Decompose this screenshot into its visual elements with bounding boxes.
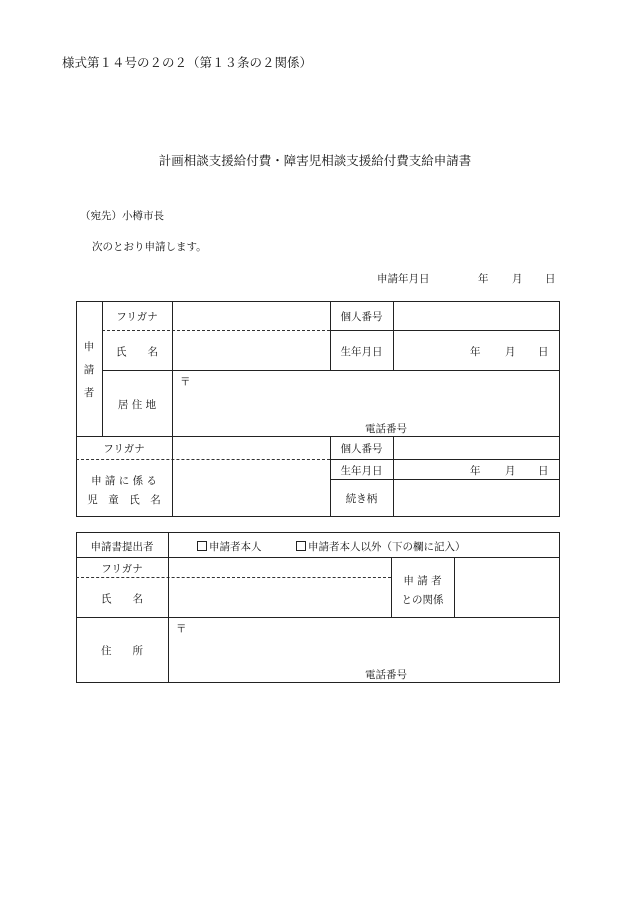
child-furigana-field[interactable] (173, 437, 329, 459)
child-name-label: 申 請 に 係 る 児 童 氏 名 (87, 475, 161, 506)
child-name-field[interactable] (173, 460, 329, 516)
intro-text: 次のとおり申請します。 (92, 241, 207, 253)
checkbox-self[interactable] (197, 541, 207, 551)
child-my-number-label: 個人番号 (340, 443, 383, 455)
child-relationship-field[interactable] (394, 480, 559, 516)
applicant-birth-year: 年 (470, 346, 481, 358)
child-birth-month: 月 (505, 465, 516, 477)
form-number: 様式第１４号の２の２（第１３条の２関係） (62, 55, 313, 70)
page-title: 計画相談支援給付費・障害児相談支援給付費支給申請書 (158, 153, 472, 168)
addressee: （宛先）小樽市長 (80, 210, 164, 222)
applicant-birth-day: 日 (538, 346, 549, 358)
submitter-address-field[interactable] (169, 618, 559, 682)
child-furigana-label: フリガナ (103, 443, 145, 455)
application-date-year: 年 (478, 273, 489, 285)
submitter-address-label: 住 所 (101, 645, 143, 657)
applicant-birth-month: 月 (505, 346, 516, 358)
submitter-name-field[interactable] (169, 578, 390, 616)
submitter-relation-field[interactable] (455, 558, 559, 616)
child-relationship-label: 続き柄 (345, 493, 378, 505)
application-date-label: 申請年月日 (377, 273, 430, 285)
applicant-section-label: 申 請 者 (83, 341, 95, 399)
option-other[interactable]: 申請者本人以外（下の欄に記入） (296, 539, 466, 554)
divider (330, 459, 560, 460)
child-my-number-field[interactable] (394, 437, 559, 459)
applicant-address-label: 居 住 地 (117, 399, 157, 411)
submitter-name-label: 氏 名 (101, 593, 143, 605)
applicant-name-field[interactable] (173, 331, 329, 369)
submitter-phone-label: 電話番号 (365, 669, 407, 681)
child-birth-year: 年 (470, 465, 481, 477)
child-birth-date-label: 生年月日 (340, 465, 383, 477)
applicant-phone-label: 電話番号 (365, 423, 407, 435)
child-birth-day: 日 (538, 465, 549, 477)
submitter-postal-mark: 〒 (176, 623, 187, 635)
application-date-month: 月 (512, 273, 523, 285)
applicant-furigana-field[interactable] (172, 302, 330, 330)
checkbox-other[interactable] (296, 541, 306, 551)
applicant-furigana-label: フリガナ (116, 311, 158, 323)
applicant-postal-mark: 〒 (180, 376, 191, 388)
applicant-my-number-field[interactable] (394, 302, 559, 330)
option-self[interactable]: 申請者本人 (197, 539, 262, 554)
applicant-my-number-label: 個人番号 (340, 311, 383, 323)
submitter-furigana-label: フリガナ (101, 563, 143, 575)
submitter-furigana-field[interactable] (169, 558, 390, 577)
application-date-day: 日 (545, 273, 556, 285)
submitter-label: 申請書提出者 (90, 541, 154, 553)
submitter-relation-label: 申 請 者 との関係 (401, 575, 444, 606)
applicant-birth-date-label: 生年月日 (340, 346, 383, 358)
applicant-name-label: 氏 名 (116, 346, 158, 358)
divider (330, 330, 560, 331)
